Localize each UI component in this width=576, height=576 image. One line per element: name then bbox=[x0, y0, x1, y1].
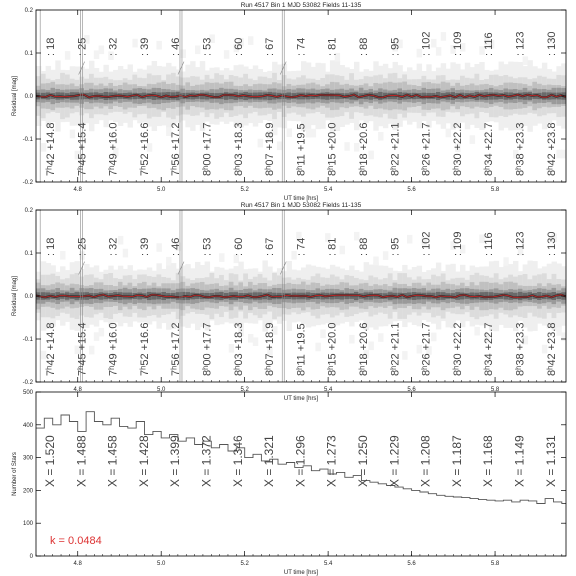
x-tick-label: 5.6 bbox=[407, 561, 416, 567]
airmass-label: X = 1.458 bbox=[105, 435, 120, 487]
density-outlier bbox=[503, 257, 508, 266]
density-outlier bbox=[219, 253, 224, 262]
density-outlier bbox=[258, 139, 263, 148]
field-number-label: : 60 bbox=[232, 37, 245, 56]
field-number-label: : 74 bbox=[295, 237, 308, 256]
density-outlier bbox=[287, 128, 292, 137]
x-axis-label: UT time [hrs] bbox=[283, 570, 319, 576]
field-coord-label: 8ʰ30 +22.2 bbox=[451, 122, 464, 176]
extinction-coefficient-label: k = 0.0484 bbox=[50, 535, 102, 547]
field-coord-label: 8ʰ11 +19.5 bbox=[295, 323, 308, 376]
field-number-label: : 67 bbox=[264, 37, 277, 56]
field-number-label: : 53 bbox=[201, 37, 214, 56]
density-outlier bbox=[378, 132, 383, 141]
airmass-label: X = 1.168 bbox=[481, 435, 496, 487]
density-outlier bbox=[195, 46, 200, 55]
field-number-label: : 25 bbox=[76, 237, 89, 256]
field-coord-label: 7ʰ52 +16.6 bbox=[138, 322, 151, 376]
density-outlier bbox=[373, 257, 378, 266]
y-tick-label: 0.2 bbox=[24, 208, 33, 214]
density-outlier bbox=[89, 346, 94, 355]
field-number-label: : 109 bbox=[451, 31, 464, 56]
field-number-label: : 102 bbox=[420, 231, 433, 256]
airmass-label: X = 1.321 bbox=[262, 435, 277, 487]
field-coord-label: 7ʰ45 +15.4 bbox=[76, 122, 89, 176]
x-tick-label: 5.0 bbox=[157, 561, 166, 567]
x-tick-label: 5.0 bbox=[157, 387, 166, 393]
x-tick-label: 5.0 bbox=[157, 187, 166, 193]
airmass-label: X = 1.229 bbox=[387, 435, 402, 487]
field-number-label: : 88 bbox=[358, 37, 370, 56]
panel-title: Run 4517 Bin 1 MJD 53082 Fields 11-135 bbox=[240, 202, 362, 209]
y-axis-label: Residual [mag] bbox=[12, 275, 18, 317]
field-number-label: : 81 bbox=[326, 37, 339, 56]
panel-2 bbox=[12, 202, 567, 402]
density-outlier bbox=[166, 257, 171, 266]
density-outlier bbox=[99, 46, 104, 55]
density-outlier bbox=[132, 39, 137, 48]
field-number-label: : 81 bbox=[326, 237, 339, 256]
field-number-label: : 88 bbox=[358, 237, 370, 256]
field-number-label: : 102 bbox=[420, 31, 433, 56]
density-outlier bbox=[436, 47, 441, 56]
density-outlier bbox=[94, 332, 99, 341]
field-coord-label: 8ʰ22 +21.1 bbox=[389, 322, 402, 376]
airmass-label: X = 1.399 bbox=[168, 435, 183, 487]
field-coord-label: 8ʰ00 +17.7 bbox=[201, 122, 214, 176]
panel-title: Run 4517 Bin 1 MJD 53082 Fields 11-135 bbox=[240, 2, 362, 9]
field-coord-label: 7ʰ49 +16.0 bbox=[107, 122, 120, 176]
x-tick-label: 4.8 bbox=[73, 387, 82, 393]
density-outlier bbox=[65, 51, 70, 60]
field-number-label: : 32 bbox=[107, 37, 120, 56]
field-coord-label: 7ʰ56 +17.2 bbox=[170, 122, 183, 176]
x-tick-label: 5.4 bbox=[323, 387, 333, 393]
field-number-label: : 60 bbox=[232, 237, 245, 256]
field-coord-label: 8ʰ38 +23.3 bbox=[514, 122, 527, 176]
density-cell bbox=[542, 92, 547, 99]
density-outlier bbox=[470, 135, 475, 144]
field-number-label: : 116 bbox=[483, 232, 496, 256]
field-number-label: : 25 bbox=[76, 37, 89, 56]
airmass-label: X = 1.149 bbox=[512, 435, 527, 487]
y-tick-label: 0.0 bbox=[24, 294, 33, 300]
density-outlier bbox=[349, 335, 354, 344]
x-axis-label: UT time [hrs] bbox=[283, 196, 319, 202]
y-tick-label: 300 bbox=[22, 455, 33, 462]
density-outlier bbox=[315, 343, 320, 352]
x-tick-label: 5.2 bbox=[240, 387, 249, 393]
field-coord-label: 8ʰ15 +20.0 bbox=[326, 322, 339, 376]
panel-1 bbox=[12, 2, 567, 202]
field-coord-label: 8ʰ07 +18.9 bbox=[264, 122, 277, 176]
airmass-label: X = 1.372 bbox=[199, 435, 214, 487]
airmass-label: X = 1.208 bbox=[418, 435, 433, 487]
field-number-label: : 116 bbox=[483, 32, 496, 56]
x-tick-label: 5.8 bbox=[490, 561, 500, 567]
y-tick-label: 0 bbox=[29, 554, 33, 560]
density-outlier bbox=[441, 32, 446, 41]
y-tick-label: -0.2 bbox=[22, 180, 33, 186]
airmass-label: X = 1.428 bbox=[136, 435, 151, 487]
x-axis-label: UT time [hrs] bbox=[283, 396, 319, 402]
panel-3 bbox=[12, 390, 570, 576]
density-outlier bbox=[253, 337, 258, 346]
y-tick-label: 0.2 bbox=[24, 8, 33, 14]
field-coord-label: 7ʰ45 +15.4 bbox=[76, 322, 89, 376]
field-number-label: : 18 bbox=[45, 37, 57, 56]
x-tick-label: 4.8 bbox=[73, 187, 82, 193]
x-tick-label: 4.8 bbox=[73, 561, 82, 567]
y-tick-label: -0.1 bbox=[22, 137, 33, 143]
density-outlier bbox=[123, 249, 128, 258]
field-number-label: : 109 bbox=[451, 231, 464, 256]
y-tick-label: 100 bbox=[22, 521, 33, 528]
field-coord-label: 8ʰ07 +18.9 bbox=[264, 322, 277, 376]
field-number-label: : 130 bbox=[545, 231, 558, 256]
x-tick-label: 5.8 bbox=[490, 387, 500, 393]
density-outlier bbox=[340, 246, 345, 255]
field-coord-label: 8ʰ00 +17.7 bbox=[201, 322, 214, 376]
field-number-label: : 18 bbox=[45, 237, 57, 256]
density-outlier bbox=[378, 333, 383, 342]
x-tick-label: 5.2 bbox=[240, 561, 249, 567]
density-cell bbox=[378, 92, 383, 100]
field-number-label: : 46 bbox=[170, 237, 183, 256]
field-coord-label: 8ʰ34 +22.7 bbox=[483, 322, 496, 376]
field-number-label: : 95 bbox=[389, 37, 402, 56]
field-number-label: : 32 bbox=[107, 237, 120, 256]
field-number-label: : 130 bbox=[545, 31, 558, 56]
density-outlier bbox=[248, 36, 253, 45]
density-outlier bbox=[156, 243, 161, 252]
density-outlier bbox=[60, 251, 65, 260]
field-number-label: : 53 bbox=[201, 237, 214, 256]
field-coord-label: 7ʰ52 +16.6 bbox=[138, 122, 151, 176]
field-number-label: : 123 bbox=[514, 31, 527, 56]
density-outlier bbox=[407, 235, 412, 244]
density-outlier bbox=[383, 251, 388, 260]
density-outlier bbox=[474, 327, 479, 336]
field-coord-label: 8ʰ26 +21.7 bbox=[420, 122, 433, 176]
field-coord-label: 7ʰ49 +16.0 bbox=[107, 322, 120, 376]
airmass-label: X = 1.187 bbox=[449, 435, 464, 487]
density-outlier bbox=[224, 50, 229, 59]
y-tick-label: 400 bbox=[22, 422, 33, 429]
density-outlier bbox=[94, 50, 99, 59]
field-number-label: : 123 bbox=[514, 231, 527, 256]
field-number-label: : 74 bbox=[295, 37, 308, 56]
y-tick-label: 200 bbox=[22, 488, 33, 495]
field-coord-label: 8ʰ30 +22.2 bbox=[451, 322, 464, 376]
density-outlier bbox=[344, 142, 349, 151]
field-coord-label: 8ʰ18 +20.6 bbox=[358, 322, 370, 376]
x-tick-label: 5.2 bbox=[240, 187, 249, 193]
field-coord-label: 7ʰ42 +14.8 bbox=[45, 322, 57, 376]
field-coord-label: 8ʰ42 +23.8 bbox=[545, 322, 558, 376]
airmass-label: X = 1.346 bbox=[230, 435, 245, 487]
density-outlier bbox=[446, 129, 451, 138]
y-tick-label: 0.1 bbox=[24, 251, 33, 257]
y-tick-label: -0.2 bbox=[22, 380, 33, 386]
airmass-label: X = 1.131 bbox=[543, 435, 558, 487]
density-outlier bbox=[402, 351, 407, 360]
y-tick-label: 0.0 bbox=[24, 94, 33, 100]
y-tick-label: 0.1 bbox=[24, 51, 33, 57]
field-coord-label: 8ʰ26 +21.7 bbox=[420, 322, 433, 376]
density-outlier bbox=[320, 329, 325, 338]
airmass-label: X = 1.488 bbox=[74, 435, 89, 487]
airmass-label: X = 1.296 bbox=[293, 435, 308, 487]
x-tick-label: 5.4 bbox=[323, 187, 333, 193]
density-outlier bbox=[248, 334, 253, 343]
airmass-label: X = 1.250 bbox=[356, 435, 370, 487]
airmass-label: X = 1.520 bbox=[43, 435, 57, 487]
y-tick-label: 500 bbox=[22, 390, 33, 396]
density-outlier bbox=[523, 56, 528, 65]
y-axis-label: Residual [mag] bbox=[12, 75, 18, 117]
field-coord-label: 8ʰ22 +21.1 bbox=[389, 122, 402, 176]
y-tick-label: -0.1 bbox=[22, 337, 33, 343]
field-number-label: : 39 bbox=[138, 37, 151, 56]
density-outlier bbox=[277, 141, 282, 150]
field-coord-label: 8ʰ42 +23.8 bbox=[545, 122, 558, 176]
y-axis-label: Number of Stars bbox=[12, 452, 18, 496]
field-coord-label: 8ʰ18 +20.6 bbox=[358, 122, 370, 176]
field-number-label: : 67 bbox=[264, 237, 277, 256]
x-tick-label: 5.4 bbox=[323, 561, 333, 567]
density-outlier bbox=[70, 130, 75, 139]
density-outlier bbox=[99, 328, 104, 337]
field-number-label: : 46 bbox=[170, 37, 183, 56]
density-outlier bbox=[156, 41, 161, 50]
field-coord-label: 8ʰ38 +23.3 bbox=[514, 322, 527, 376]
x-tick-label: 5.6 bbox=[407, 387, 416, 393]
field-number-label: : 95 bbox=[389, 237, 402, 256]
field-coord-label: 8ʰ11 +19.5 bbox=[295, 123, 308, 176]
field-coord-label: 7ʰ56 +17.2 bbox=[170, 322, 183, 376]
airmass-label: X = 1.273 bbox=[324, 435, 339, 487]
field-coord-label: 8ʰ03 +18.3 bbox=[232, 322, 245, 376]
x-tick-label: 5.6 bbox=[407, 187, 416, 193]
field-number-label: : 39 bbox=[138, 237, 151, 256]
density-outlier bbox=[311, 129, 316, 138]
field-coord-label: 8ʰ15 +20.0 bbox=[326, 122, 339, 176]
field-coord-label: 7ʰ42 +14.8 bbox=[45, 122, 57, 176]
x-tick-label: 5.8 bbox=[490, 187, 500, 193]
field-coord-label: 8ʰ34 +22.7 bbox=[483, 122, 496, 176]
field-coord-label: 8ʰ03 +18.3 bbox=[232, 122, 245, 176]
